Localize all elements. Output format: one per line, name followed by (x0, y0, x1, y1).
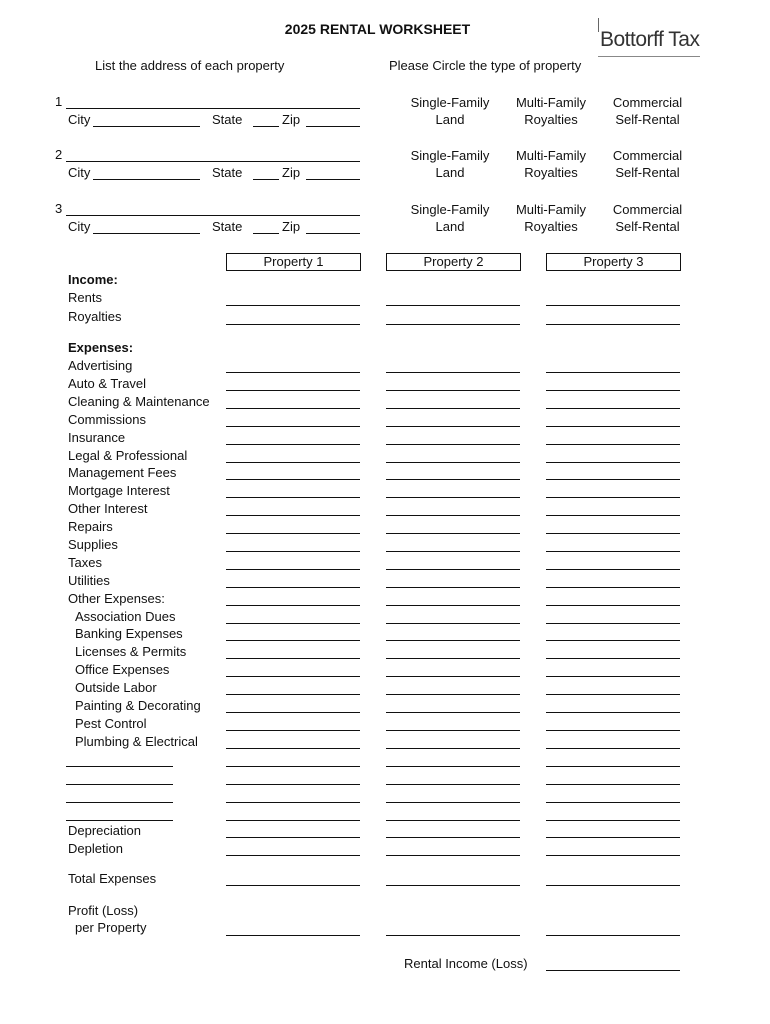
property-type-option[interactable]: Single-Family (410, 202, 490, 217)
custom-expense-name-line[interactable] (66, 820, 173, 821)
custom-expense-3-property-3-field[interactable] (546, 820, 680, 821)
property-type-option[interactable]: Land (435, 112, 465, 127)
other-expense-label: Licenses & Permits (75, 644, 187, 659)
property-type-option[interactable]: Commercial (612, 148, 683, 163)
zip-label: Zip (282, 165, 301, 180)
custom-expense-0-property-2-field[interactable] (386, 766, 520, 767)
expense-3-property-3-field[interactable] (546, 426, 680, 427)
other-expense-1-property-2-field[interactable] (386, 640, 520, 641)
type-instruction: Please Circle the type of property (389, 58, 582, 73)
property-type-option[interactable]: Single-Family (410, 95, 490, 110)
expense-6-property-1-field[interactable] (226, 479, 360, 480)
expense-label: Repairs (68, 519, 113, 534)
expense-label: Depreciation (68, 823, 141, 838)
income-heading: Income: (68, 272, 118, 287)
other-expense-6-property-2-field[interactable] (386, 730, 520, 731)
income-label: Royalties (68, 309, 122, 324)
expense-3-property-1-field[interactable] (226, 426, 360, 427)
other-expense-4-property-1-field[interactable] (226, 694, 360, 695)
other-expense-0-property-2-field[interactable] (386, 623, 520, 624)
other-expense-5-property-1-field[interactable] (226, 712, 360, 713)
other-expense-label: Office Expenses (75, 662, 170, 677)
expense-label: Mortgage Interest (68, 483, 170, 498)
expense-7-property-2-field[interactable] (386, 497, 520, 498)
expense-5-property-1-field[interactable] (226, 462, 360, 463)
expense-label: Advertising (68, 358, 133, 373)
custom-expense-1-property-2-field[interactable] (386, 784, 520, 785)
expense-label: Insurance (68, 430, 126, 445)
property-1-header: Property 1 (226, 253, 361, 271)
expense-9-property-2-field[interactable] (386, 533, 520, 534)
expense-label: Commissions (68, 412, 147, 427)
custom-expense-name-line[interactable] (66, 802, 173, 803)
depr-0-property-2-field[interactable] (386, 837, 520, 838)
custom-expense-3-property-2-field[interactable] (386, 820, 520, 821)
depr-0-property-3-field[interactable] (546, 837, 680, 838)
expense-12-property-1-field[interactable] (226, 587, 360, 588)
other-expense-0-property-1-field[interactable] (226, 623, 360, 624)
address-instruction: List the address of each property (95, 58, 285, 73)
other-expense-1-property-1-field[interactable] (226, 640, 360, 641)
property-type-option[interactable]: Commercial (612, 95, 683, 110)
profit-loss-property-2-field[interactable] (386, 935, 520, 936)
depr-0-property-1-field[interactable] (226, 837, 360, 838)
expense-3-property-2-field[interactable] (386, 426, 520, 427)
expense-2-property-3-field[interactable] (546, 408, 680, 409)
expense-5-property-3-field[interactable] (546, 462, 680, 463)
expense-label: Management Fees (68, 465, 177, 480)
expense-1-property-3-field[interactable] (546, 390, 680, 391)
expense-6-property-2-field[interactable] (386, 479, 520, 480)
other-expense-1-property-3-field[interactable] (546, 640, 680, 641)
expense-4-property-2-field[interactable] (386, 444, 520, 445)
other-expense-label: Painting & Decorating (75, 698, 201, 713)
other-expense-label: Banking Expenses (75, 626, 183, 641)
custom-expense-3-property-1-field[interactable] (226, 820, 360, 821)
income-1-property-3-field[interactable] (546, 324, 680, 325)
expense-9-property-1-field[interactable] (226, 533, 360, 534)
expense-13-property-3-field[interactable] (546, 605, 680, 606)
property-type-option[interactable]: Self-Rental (615, 165, 680, 180)
expense-7-property-1-field[interactable] (226, 497, 360, 498)
property-type-option[interactable]: Commercial (612, 202, 683, 217)
other-expense-5-property-3-field[interactable] (546, 712, 680, 713)
zip-line[interactable] (306, 126, 360, 127)
other-expense-2-property-1-field[interactable] (226, 658, 360, 659)
expense-12-property-3-field[interactable] (546, 587, 680, 588)
zip-label: Zip (282, 112, 301, 127)
profit-loss-property-3-field[interactable] (546, 935, 680, 936)
expenses-heading: Expenses: (68, 340, 134, 355)
depr-1-property-1-field[interactable] (226, 855, 360, 856)
property-type-option[interactable]: Royalties (524, 219, 578, 234)
other-expense-5-property-2-field[interactable] (386, 712, 520, 713)
rental-income-label: Rental Income (Loss) (404, 956, 528, 971)
other-expense-label: Pest Control (75, 716, 147, 731)
expense-13-property-1-field[interactable] (226, 605, 360, 606)
other-expense-6-property-1-field[interactable] (226, 730, 360, 731)
other-expense-label: Association Dues (75, 609, 176, 624)
zip-line[interactable] (306, 233, 360, 234)
other-expense-7-property-2-field[interactable] (386, 748, 520, 749)
expense-11-property-2-field[interactable] (386, 569, 520, 570)
property-type-option[interactable]: Land (435, 219, 465, 234)
property-type-option[interactable]: Self-Rental (615, 112, 680, 127)
custom-expense-0-property-3-field[interactable] (546, 766, 680, 767)
income-0-property-2-field[interactable] (386, 305, 520, 306)
state-line[interactable] (253, 179, 279, 180)
expense-label: Legal & Professional (68, 448, 188, 463)
expense-7-property-3-field[interactable] (546, 497, 680, 498)
city-line[interactable] (93, 126, 200, 127)
expense-label: Supplies (68, 537, 118, 552)
property-2-header: Property 2 (386, 253, 521, 271)
expense-0-property-3-field[interactable] (546, 372, 680, 373)
logo-text: Bottorff Tax (600, 28, 700, 51)
other-expense-label: Outside Labor (75, 680, 157, 695)
expense-label: Utilities (68, 573, 110, 588)
other-expense-7-property-3-field[interactable] (546, 748, 680, 749)
expense-6-property-3-field[interactable] (546, 479, 680, 480)
city-label: City (68, 219, 91, 234)
custom-expense-2-property-3-field[interactable] (546, 802, 680, 803)
income-label: Rents (68, 290, 102, 305)
expense-1-property-2-field[interactable] (386, 390, 520, 391)
state-line[interactable] (253, 126, 279, 127)
street-address-line[interactable] (66, 108, 360, 109)
state-label: State (212, 112, 243, 127)
expense-10-property-1-field[interactable] (226, 551, 360, 552)
expense-11-property-1-field[interactable] (226, 569, 360, 570)
custom-expense-1-property-1-field[interactable] (226, 784, 360, 785)
other-expense-0-property-3-field[interactable] (546, 623, 680, 624)
income-1-property-2-field[interactable] (386, 324, 520, 325)
expense-10-property-2-field[interactable] (386, 551, 520, 552)
custom-expense-1-property-3-field[interactable] (546, 784, 680, 785)
expense-12-property-2-field[interactable] (386, 587, 520, 588)
expense-label: Cleaning & Maintenance (68, 394, 210, 409)
property-number: 3 (55, 201, 63, 216)
property-number: 1 (55, 94, 63, 109)
total-expenses-property-1-field[interactable] (226, 885, 360, 886)
total-expenses-property-3-field[interactable] (546, 885, 680, 886)
income-1-property-1-field[interactable] (226, 324, 360, 325)
other-expense-2-property-3-field[interactable] (546, 658, 680, 659)
expense-4-property-3-field[interactable] (546, 444, 680, 445)
rental-income-field[interactable] (546, 970, 680, 971)
property-type-option[interactable]: Single-Family (410, 148, 490, 163)
expense-8-property-3-field[interactable] (546, 515, 680, 516)
expense-label: Other Interest (68, 501, 148, 516)
property-3-header: Property 3 (546, 253, 681, 271)
profit-loss-label: Profit (Loss) (68, 903, 139, 918)
expense-11-property-3-field[interactable] (546, 569, 680, 570)
other-expense-4-property-2-field[interactable] (386, 694, 520, 695)
state-label: State (212, 165, 243, 180)
property-type-option[interactable]: Multi-Family (515, 148, 587, 163)
property-type-option[interactable]: Land (435, 165, 465, 180)
expense-label: Depletion (68, 841, 123, 856)
zip-label: Zip (282, 219, 301, 234)
property-number: 2 (55, 147, 63, 162)
street-address-line[interactable] (66, 215, 360, 216)
property-type-option[interactable]: Royalties (524, 165, 578, 180)
expense-2-property-2-field[interactable] (386, 408, 520, 409)
profit-loss-property-1-field[interactable] (226, 935, 360, 936)
income-0-property-1-field[interactable] (226, 305, 360, 306)
expense-0-property-2-field[interactable] (386, 372, 520, 373)
property-type-option[interactable]: Multi-Family (515, 95, 587, 110)
expense-4-property-1-field[interactable] (226, 444, 360, 445)
city-label: City (68, 165, 91, 180)
worksheet-title: 2025 RENTAL WORKSHEET (284, 21, 471, 37)
bottorff-tax-logo (598, 18, 700, 60)
expense-5-property-2-field[interactable] (386, 462, 520, 463)
expense-label: Auto & Travel (68, 376, 147, 391)
expense-10-property-3-field[interactable] (546, 551, 680, 552)
state-line[interactable] (253, 233, 279, 234)
other-expense-3-property-3-field[interactable] (546, 676, 680, 677)
street-address-line[interactable] (66, 161, 360, 162)
per-property-label: per Property (75, 920, 147, 935)
expense-2-property-1-field[interactable] (226, 408, 360, 409)
expense-9-property-3-field[interactable] (546, 533, 680, 534)
other-expense-6-property-3-field[interactable] (546, 730, 680, 731)
custom-expense-name-line[interactable] (66, 784, 173, 785)
other-expense-2-property-2-field[interactable] (386, 658, 520, 659)
other-expense-4-property-3-field[interactable] (546, 694, 680, 695)
total-expenses-property-2-field[interactable] (386, 885, 520, 886)
property-type-option[interactable]: Self-Rental (615, 219, 680, 234)
custom-expense-name-line[interactable] (66, 766, 173, 767)
city-label: City (68, 112, 91, 127)
other-expense-label: Plumbing & Electrical (75, 734, 198, 749)
city-line[interactable] (93, 233, 200, 234)
city-line[interactable] (93, 179, 200, 180)
depr-1-property-2-field[interactable] (386, 855, 520, 856)
expense-label: Other Expenses: (68, 591, 165, 606)
expense-8-property-2-field[interactable] (386, 515, 520, 516)
other-expense-3-property-2-field[interactable] (386, 676, 520, 677)
expense-label: Taxes (68, 555, 102, 570)
property-type-option[interactable]: Multi-Family (515, 202, 587, 217)
total-expenses-label: Total Expenses (68, 871, 157, 886)
depr-1-property-3-field[interactable] (546, 855, 680, 856)
expense-8-property-1-field[interactable] (226, 515, 360, 516)
expense-13-property-2-field[interactable] (386, 605, 520, 606)
expense-0-property-1-field[interactable] (226, 372, 360, 373)
zip-line[interactable] (306, 179, 360, 180)
property-type-option[interactable]: Royalties (524, 112, 578, 127)
expense-1-property-1-field[interactable] (226, 390, 360, 391)
state-label: State (212, 219, 243, 234)
income-0-property-3-field[interactable] (546, 305, 680, 306)
custom-expense-2-property-1-field[interactable] (226, 802, 360, 803)
other-expense-7-property-1-field[interactable] (226, 748, 360, 749)
other-expense-3-property-1-field[interactable] (226, 676, 360, 677)
custom-expense-0-property-1-field[interactable] (226, 766, 360, 767)
custom-expense-2-property-2-field[interactable] (386, 802, 520, 803)
